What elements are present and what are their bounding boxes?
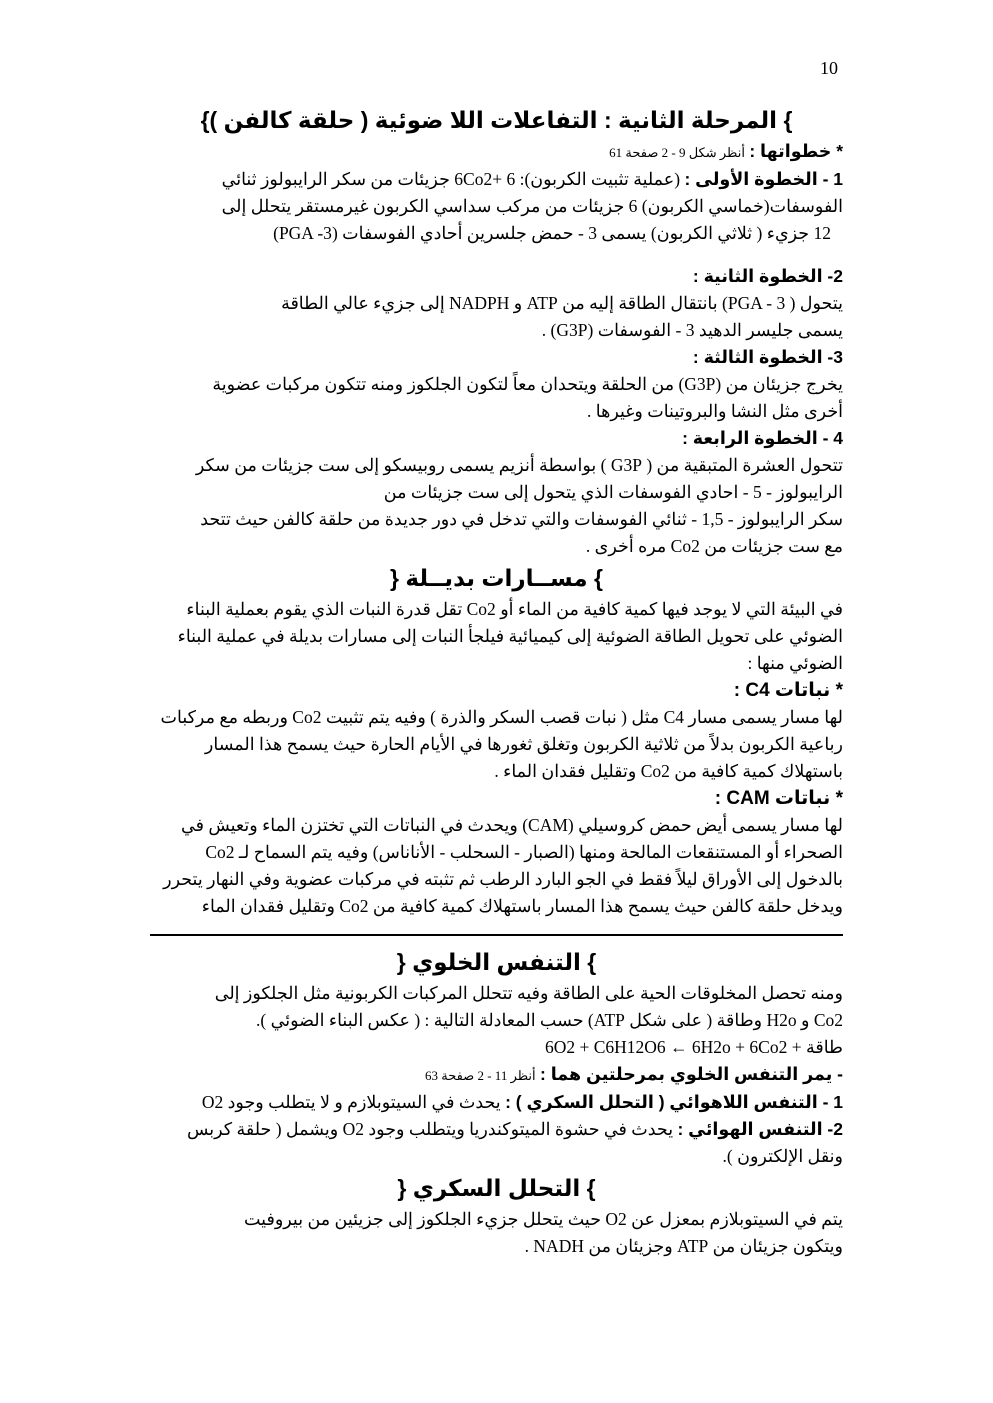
glycolysis-heading: } التحلل السكري { xyxy=(397,1175,596,1201)
step3-line2: أخرى مثل النشا والبروتينات وغيرها . xyxy=(587,401,843,421)
anaerobic-text: يحدث في السيتوبلازم و لا يتطلب وجود O2 xyxy=(201,1092,501,1112)
page-number: 10 xyxy=(820,58,838,78)
step2-line2: يسمى جليسر الدهيد 3 - الفوسفات (G3P) . xyxy=(541,320,843,340)
alternative-pathways-heading: } مســارات بديــلة { xyxy=(390,565,603,591)
step1-line3: 12 جزيء ( ثلاثي الكربون) يسمى 3 - حمض جلسرين أحادي الفوسفات (PGA -3) xyxy=(273,223,831,243)
step4-line4: مع ست جزيئات من Co2 مره أخرى . xyxy=(585,536,843,556)
alternative-intro: في البيئة التي لا يوجد فيها كمية كافية من الماء أو Co2 تقل قدرة النبات الذي يقوم بعملية البناء الضوئي على تحويل الطاقة الضوئية إلى كيميائية فيلجأ النبات إلى مسارات بديلة في عملية البناء الضوئي منها : xyxy=(177,599,843,673)
cam-plants-label: * نباتات CAM : xyxy=(714,788,843,809)
step4-line2: الرايبولوز - 5 - احادي الفوسفات الذي يتحول إلى ست جزيئات من xyxy=(383,482,843,502)
step4-line3: سكر الرايبولوز - 1,5 - ثنائي الفوسفات والتي تدخل في دور جديدة من حلقة كالفن حيث تتحد xyxy=(200,509,843,529)
aerobic-line2: ونقل الإلكترون ). xyxy=(722,1146,843,1166)
step1-line2: الفوسفات(خماسي الكربون) 6 جزيئات من مركب سداسي الكربون غيرمستقر يتحلل إلى xyxy=(221,196,843,216)
step4-label: 4 - الخطوة الرابعة : xyxy=(682,428,843,448)
cam-plants-text: لها مسار يسمى أيض حمض كروسيلي (CAM) ويحدث في النباتات التي تختزن الماء وتعيش في الصحراء أو المستنقعات المالحة ومنها (الصبار - السحلب - الأناناس) وفيه يتم السماح لـ Co2 بالدخول إلى الأوراق ليلاً فقط في الجو البارد الرطب ثم تثبته في مركبات عضوية وفي النهار يتحرر ويدخل حلقة كالفن حيث يسمح هذا المسار باستهلاك كمية كافية من Co2 وتقليل فقدان الماء xyxy=(163,815,843,916)
step2-line1: يتحول ( PGA - 3) بانتقال الطاقة إليه من ATP و NADPH إلى جزيء عالي الطاقة xyxy=(281,293,843,313)
step1-text1: (عملية تثبيت الكربون): 6 +6Co2 جزيئات من سكر الرايبولوز ثنائي xyxy=(221,169,681,189)
steps-line xyxy=(150,138,843,166)
step2-label: 2- الخطوة الثانية : xyxy=(692,266,843,286)
calvin-cycle-heading: } المرحلة الثانية : التفاعلات اللا ضوئية ( حلقة كالفن )} xyxy=(200,107,793,133)
c4-plants-label: * نباتات C4 : xyxy=(733,680,843,701)
section-divider xyxy=(150,934,843,936)
stages-line xyxy=(150,1061,843,1089)
steps-label: * خطواتها : xyxy=(749,141,843,161)
glycolysis-line2: ويتكون جزيئان من ATP وجزيئان من NADH . xyxy=(524,1236,843,1256)
respiration-equation: طاقة + 6O2 + C6H12O6 ← 6H2o + 6Co2 xyxy=(544,1037,843,1057)
step1-line1 xyxy=(150,166,843,193)
glycolysis-line1: يتم في السيتوبلازم بمعزل عن O2 حيث يتحلل جزيء الجلكوز إلى جزيئين من بيروفيت xyxy=(243,1209,843,1229)
anaerobic-label: 1 - التنفس اللاهوائي ( التحلل السكري ) : xyxy=(505,1092,843,1112)
cellular-respiration-heading: } التنفس الخلوي { xyxy=(396,949,597,975)
stages-label: - يمر التنفس الخلوي بمرحلتين هما : xyxy=(540,1064,843,1084)
document-body xyxy=(150,102,843,1260)
aerobic-text1: يحدث في حشوة الميتوكندريا ويتطلب وجود O2 ويشمل ( حلقة كربس xyxy=(186,1119,674,1139)
anaerobic-line xyxy=(150,1089,843,1116)
step4-line1: تتحول العشرة المتبقية من ( G3P ) بواسطة أنزيم يسمى روبيسكو إلى ست جزيئات من سكر xyxy=(195,455,843,475)
respiration-intro-line1: ومنه تحصل المخلوقات الحية على الطاقة وفيه تتحلل المركبات الكربونية مثل الجلكوز إلى xyxy=(214,983,843,1003)
step3-label: 3- الخطوة الثالثة : xyxy=(692,347,843,367)
aerobic-label: 2- التنفس الهوائي : xyxy=(677,1119,843,1139)
steps-reference: أنظر شكل 9 - 2 صفحة 61 xyxy=(609,145,745,160)
c4-plants-text: لها مسار يسمى مسار C4 مثل ( نبات قصب السكر والذرة ) وفيه يتم تثبيت Co2 وربطه مع مركبات رباعية الكربون بدلاً من ثلاثية الكربون وتغلق ثغورها في الأيام الحارة حيث يسمح هذا المسار باستهلاك كمية كافية من Co2 وتقليل فقدان الماء . xyxy=(160,707,843,781)
step3-line1: يخرج جزيئان من (G3P) من الحلقة ويتحدان معاً لتكون الجلكوز ومنه تتكون مركبات عضوية xyxy=(212,374,843,394)
aerobic-line1 xyxy=(150,1116,843,1143)
stages-reference: أنظر 11 - 2 صفحة 63 xyxy=(424,1068,536,1083)
respiration-intro-line2: Co2 و H2o وطاقة ( على شكل ATP) حسب المعادلة التالية : ( عكس البناء الضوئي ). xyxy=(256,1010,843,1030)
step1-label: 1 - الخطوة الأولى : xyxy=(684,169,843,189)
